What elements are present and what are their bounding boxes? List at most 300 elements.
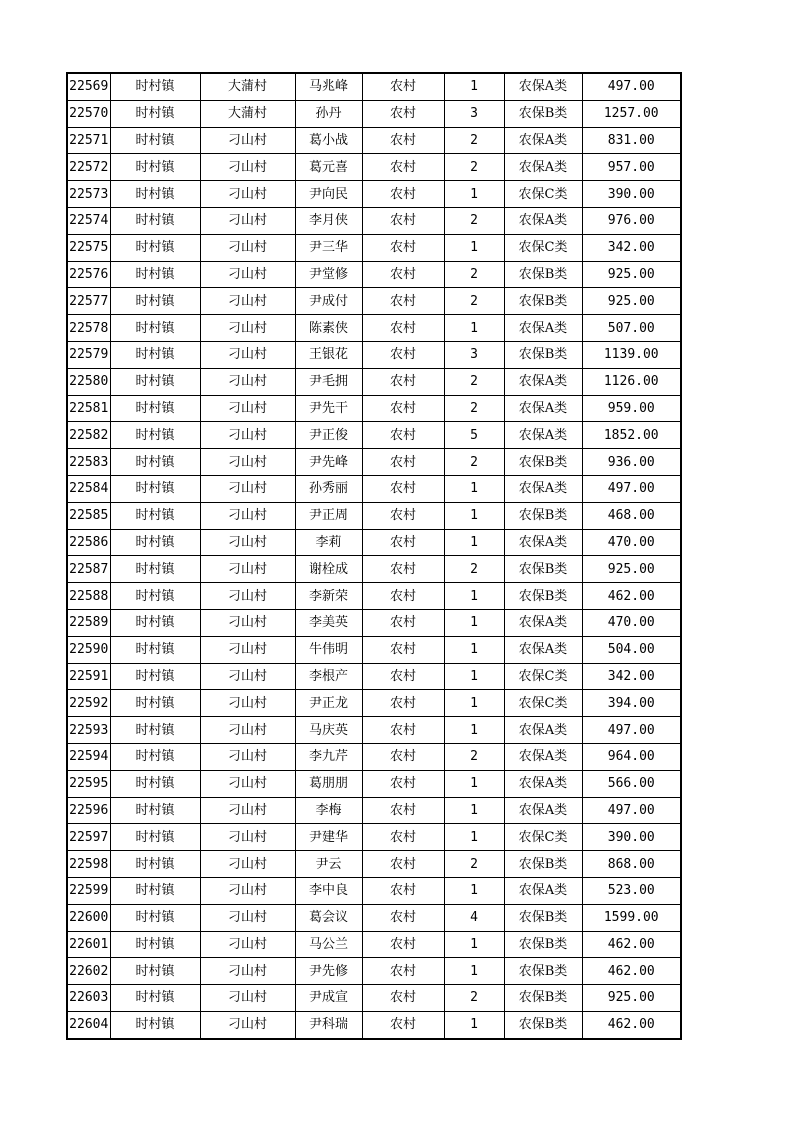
area-type-cell: 农村 xyxy=(362,743,444,770)
village-cell: 刁山村 xyxy=(200,315,295,342)
category-cell: 农保A类 xyxy=(504,368,582,395)
table-row xyxy=(67,609,681,636)
town-cell: 时村镇 xyxy=(110,717,200,744)
village-cell: 刁山村 xyxy=(200,797,295,824)
record-id-cell: 22576 xyxy=(67,261,110,288)
village-cell: 刁山村 xyxy=(200,583,295,610)
category-cell: 农保C类 xyxy=(504,690,582,717)
name-cell: 尹正周 xyxy=(295,502,362,529)
village-cell: 刁山村 xyxy=(200,368,295,395)
amount-cell: 470.00 xyxy=(582,529,681,556)
category-cell: 农保A类 xyxy=(504,315,582,342)
area-type-cell: 农村 xyxy=(362,931,444,958)
table-row xyxy=(67,690,681,717)
area-type-cell: 农村 xyxy=(362,127,444,154)
name-cell: 王银花 xyxy=(295,341,362,368)
table-row xyxy=(67,315,681,342)
amount-cell: 925.00 xyxy=(582,261,681,288)
amount-cell: 390.00 xyxy=(582,824,681,851)
area-type-cell: 农村 xyxy=(362,181,444,208)
area-type-cell: 农村 xyxy=(362,234,444,261)
household-count-cell: 1 xyxy=(444,931,504,958)
town-cell: 时村镇 xyxy=(110,636,200,663)
record-id-cell: 22583 xyxy=(67,449,110,476)
name-cell: 李月侠 xyxy=(295,207,362,234)
category-cell: 农保A类 xyxy=(504,73,582,100)
category-cell: 农保A类 xyxy=(504,127,582,154)
household-count-cell: 2 xyxy=(444,985,504,1012)
table-row xyxy=(67,824,681,851)
household-count-cell: 1 xyxy=(444,315,504,342)
record-id-cell: 22594 xyxy=(67,743,110,770)
record-id-cell: 22599 xyxy=(67,877,110,904)
category-cell: 农保C类 xyxy=(504,824,582,851)
town-cell: 时村镇 xyxy=(110,1011,200,1038)
record-id-cell: 22589 xyxy=(67,609,110,636)
town-cell: 时村镇 xyxy=(110,100,200,127)
area-type-cell: 农村 xyxy=(362,315,444,342)
table-row xyxy=(67,207,681,234)
name-cell: 李新荣 xyxy=(295,583,362,610)
household-count-cell: 1 xyxy=(444,583,504,610)
amount-cell: 868.00 xyxy=(582,851,681,878)
area-type-cell: 农村 xyxy=(362,797,444,824)
category-cell: 农保B类 xyxy=(504,556,582,583)
amount-cell: 504.00 xyxy=(582,636,681,663)
category-cell: 农保B类 xyxy=(504,261,582,288)
area-type-cell: 农村 xyxy=(362,690,444,717)
category-cell: 农保A类 xyxy=(504,636,582,663)
town-cell: 时村镇 xyxy=(110,904,200,931)
amount-cell: 342.00 xyxy=(582,234,681,261)
area-type-cell: 农村 xyxy=(362,609,444,636)
village-cell: 刁山村 xyxy=(200,663,295,690)
area-type-cell: 农村 xyxy=(362,985,444,1012)
village-cell: 刁山村 xyxy=(200,690,295,717)
household-count-cell: 1 xyxy=(444,690,504,717)
town-cell: 时村镇 xyxy=(110,73,200,100)
area-type-cell: 农村 xyxy=(362,556,444,583)
area-type-cell: 农村 xyxy=(362,958,444,985)
table-row xyxy=(67,851,681,878)
amount-cell: 468.00 xyxy=(582,502,681,529)
village-cell: 刁山村 xyxy=(200,261,295,288)
household-count-cell: 3 xyxy=(444,100,504,127)
record-id-cell: 22570 xyxy=(67,100,110,127)
record-id-cell: 22591 xyxy=(67,663,110,690)
table-row xyxy=(67,931,681,958)
category-cell: 农保C类 xyxy=(504,181,582,208)
amount-cell: 959.00 xyxy=(582,395,681,422)
town-cell: 时村镇 xyxy=(110,341,200,368)
amount-cell: 497.00 xyxy=(582,73,681,100)
town-cell: 时村镇 xyxy=(110,234,200,261)
table-row xyxy=(67,422,681,449)
village-cell: 刁山村 xyxy=(200,449,295,476)
household-count-cell: 2 xyxy=(444,154,504,181)
category-cell: 农保B类 xyxy=(504,958,582,985)
name-cell: 葛会议 xyxy=(295,904,362,931)
town-cell: 时村镇 xyxy=(110,288,200,315)
record-id-cell: 22579 xyxy=(67,341,110,368)
town-cell: 时村镇 xyxy=(110,368,200,395)
name-cell: 马兆峰 xyxy=(295,73,362,100)
table-row xyxy=(67,985,681,1012)
amount-cell: 1126.00 xyxy=(582,368,681,395)
area-type-cell: 农村 xyxy=(362,449,444,476)
town-cell: 时村镇 xyxy=(110,529,200,556)
area-type-cell: 农村 xyxy=(362,877,444,904)
amount-cell: 390.00 xyxy=(582,181,681,208)
category-cell: 农保C类 xyxy=(504,663,582,690)
category-cell: 农保A类 xyxy=(504,609,582,636)
record-id-cell: 22572 xyxy=(67,154,110,181)
category-cell: 农保B类 xyxy=(504,583,582,610)
household-count-cell: 3 xyxy=(444,341,504,368)
category-cell: 农保A类 xyxy=(504,422,582,449)
amount-cell: 497.00 xyxy=(582,717,681,744)
village-cell: 刁山村 xyxy=(200,877,295,904)
amount-cell: 523.00 xyxy=(582,877,681,904)
village-cell: 刁山村 xyxy=(200,851,295,878)
table-row xyxy=(67,877,681,904)
table-row xyxy=(67,717,681,744)
record-id-cell: 22573 xyxy=(67,181,110,208)
village-cell: 大蒲村 xyxy=(200,73,295,100)
town-cell: 时村镇 xyxy=(110,583,200,610)
record-id-cell: 22597 xyxy=(67,824,110,851)
household-count-cell: 2 xyxy=(444,743,504,770)
household-count-cell: 1 xyxy=(444,529,504,556)
amount-cell: 470.00 xyxy=(582,609,681,636)
household-count-cell: 5 xyxy=(444,422,504,449)
table-row xyxy=(67,529,681,556)
table-row xyxy=(67,100,681,127)
name-cell: 李美英 xyxy=(295,609,362,636)
village-cell: 刁山村 xyxy=(200,931,295,958)
area-type-cell: 农村 xyxy=(362,73,444,100)
area-type-cell: 农村 xyxy=(362,261,444,288)
name-cell: 尹堂修 xyxy=(295,261,362,288)
area-type-cell: 农村 xyxy=(362,288,444,315)
name-cell: 尹先干 xyxy=(295,395,362,422)
village-cell: 刁山村 xyxy=(200,717,295,744)
village-cell: 刁山村 xyxy=(200,636,295,663)
household-count-cell: 2 xyxy=(444,851,504,878)
table-row xyxy=(67,449,681,476)
table-row xyxy=(67,73,681,100)
area-type-cell: 农村 xyxy=(362,851,444,878)
name-cell: 马公兰 xyxy=(295,931,362,958)
table-row xyxy=(67,234,681,261)
household-count-cell: 2 xyxy=(444,449,504,476)
table-row xyxy=(67,556,681,583)
table-row xyxy=(67,770,681,797)
category-cell: 农保A类 xyxy=(504,395,582,422)
village-cell: 刁山村 xyxy=(200,475,295,502)
amount-cell: 1852.00 xyxy=(582,422,681,449)
name-cell: 陈素侠 xyxy=(295,315,362,342)
town-cell: 时村镇 xyxy=(110,609,200,636)
village-cell: 刁山村 xyxy=(200,181,295,208)
area-type-cell: 农村 xyxy=(362,395,444,422)
category-cell: 农保A类 xyxy=(504,770,582,797)
town-cell: 时村镇 xyxy=(110,127,200,154)
table-row xyxy=(67,636,681,663)
household-count-cell: 2 xyxy=(444,127,504,154)
record-id-cell: 22585 xyxy=(67,502,110,529)
records-table xyxy=(66,72,682,1040)
area-type-cell: 农村 xyxy=(362,904,444,931)
amount-cell: 507.00 xyxy=(582,315,681,342)
town-cell: 时村镇 xyxy=(110,877,200,904)
town-cell: 时村镇 xyxy=(110,422,200,449)
name-cell: 尹建华 xyxy=(295,824,362,851)
category-cell: 农保A类 xyxy=(504,207,582,234)
record-id-cell: 22588 xyxy=(67,583,110,610)
household-count-cell: 1 xyxy=(444,502,504,529)
record-id-cell: 22598 xyxy=(67,851,110,878)
record-id-cell: 22569 xyxy=(67,73,110,100)
household-count-cell: 2 xyxy=(444,261,504,288)
area-type-cell: 农村 xyxy=(362,422,444,449)
name-cell: 尹成付 xyxy=(295,288,362,315)
area-type-cell: 农村 xyxy=(362,368,444,395)
household-count-cell: 1 xyxy=(444,663,504,690)
category-cell: 农保B类 xyxy=(504,100,582,127)
village-cell: 刁山村 xyxy=(200,958,295,985)
amount-cell: 566.00 xyxy=(582,770,681,797)
category-cell: 农保A类 xyxy=(504,797,582,824)
town-cell: 时村镇 xyxy=(110,663,200,690)
table-row xyxy=(67,475,681,502)
table-row xyxy=(67,261,681,288)
category-cell: 农保A类 xyxy=(504,877,582,904)
town-cell: 时村镇 xyxy=(110,985,200,1012)
amount-cell: 497.00 xyxy=(582,797,681,824)
name-cell: 葛朋朋 xyxy=(295,770,362,797)
town-cell: 时村镇 xyxy=(110,958,200,985)
record-id-cell: 22571 xyxy=(67,127,110,154)
town-cell: 时村镇 xyxy=(110,743,200,770)
record-id-cell: 22595 xyxy=(67,770,110,797)
village-cell: 刁山村 xyxy=(200,234,295,261)
name-cell: 牛伟明 xyxy=(295,636,362,663)
record-id-cell: 22596 xyxy=(67,797,110,824)
village-cell: 刁山村 xyxy=(200,288,295,315)
area-type-cell: 农村 xyxy=(362,636,444,663)
amount-cell: 957.00 xyxy=(582,154,681,181)
town-cell: 时村镇 xyxy=(110,261,200,288)
category-cell: 农保A类 xyxy=(504,743,582,770)
name-cell: 谢栓成 xyxy=(295,556,362,583)
category-cell: 农保A类 xyxy=(504,529,582,556)
household-count-cell: 4 xyxy=(444,904,504,931)
table-row xyxy=(67,127,681,154)
area-type-cell: 农村 xyxy=(362,1011,444,1038)
area-type-cell: 农村 xyxy=(362,529,444,556)
table-row xyxy=(67,341,681,368)
town-cell: 时村镇 xyxy=(110,181,200,208)
amount-cell: 1139.00 xyxy=(582,341,681,368)
name-cell: 李中良 xyxy=(295,877,362,904)
village-cell: 刁山村 xyxy=(200,127,295,154)
record-id-cell: 22603 xyxy=(67,985,110,1012)
table-row xyxy=(67,502,681,529)
amount-cell: 462.00 xyxy=(582,1011,681,1038)
name-cell: 葛元喜 xyxy=(295,154,362,181)
table-row xyxy=(67,797,681,824)
town-cell: 时村镇 xyxy=(110,475,200,502)
area-type-cell: 农村 xyxy=(362,824,444,851)
household-count-cell: 1 xyxy=(444,1011,504,1038)
town-cell: 时村镇 xyxy=(110,770,200,797)
amount-cell: 462.00 xyxy=(582,958,681,985)
category-cell: 农保B类 xyxy=(504,1011,582,1038)
area-type-cell: 农村 xyxy=(362,717,444,744)
town-cell: 时村镇 xyxy=(110,449,200,476)
town-cell: 时村镇 xyxy=(110,502,200,529)
village-cell: 刁山村 xyxy=(200,154,295,181)
table-row xyxy=(67,181,681,208)
category-cell: 农保B类 xyxy=(504,502,582,529)
area-type-cell: 农村 xyxy=(362,154,444,181)
town-cell: 时村镇 xyxy=(110,315,200,342)
record-id-cell: 22593 xyxy=(67,717,110,744)
table-row xyxy=(67,583,681,610)
amount-cell: 497.00 xyxy=(582,475,681,502)
village-cell: 刁山村 xyxy=(200,609,295,636)
name-cell: 尹毛拥 xyxy=(295,368,362,395)
name-cell: 尹向民 xyxy=(295,181,362,208)
area-type-cell: 农村 xyxy=(362,341,444,368)
record-id-cell: 22580 xyxy=(67,368,110,395)
name-cell: 李莉 xyxy=(295,529,362,556)
household-count-cell: 1 xyxy=(444,475,504,502)
name-cell: 马庆英 xyxy=(295,717,362,744)
amount-cell: 1599.00 xyxy=(582,904,681,931)
table-row xyxy=(67,743,681,770)
town-cell: 时村镇 xyxy=(110,931,200,958)
category-cell: 农保B类 xyxy=(504,931,582,958)
name-cell: 李九芹 xyxy=(295,743,362,770)
category-cell: 农保C类 xyxy=(504,234,582,261)
town-cell: 时村镇 xyxy=(110,395,200,422)
category-cell: 农保B类 xyxy=(504,288,582,315)
amount-cell: 976.00 xyxy=(582,207,681,234)
table-row xyxy=(67,288,681,315)
name-cell: 尹三华 xyxy=(295,234,362,261)
village-cell: 刁山村 xyxy=(200,1011,295,1038)
record-id-cell: 22587 xyxy=(67,556,110,583)
household-count-cell: 1 xyxy=(444,797,504,824)
amount-cell: 462.00 xyxy=(582,583,681,610)
household-count-cell: 1 xyxy=(444,181,504,208)
name-cell: 尹先峰 xyxy=(295,449,362,476)
area-type-cell: 农村 xyxy=(362,100,444,127)
amount-cell: 925.00 xyxy=(582,985,681,1012)
table-row xyxy=(67,958,681,985)
household-count-cell: 2 xyxy=(444,368,504,395)
record-id-cell: 22575 xyxy=(67,234,110,261)
village-cell: 刁山村 xyxy=(200,422,295,449)
category-cell: 农保B类 xyxy=(504,449,582,476)
household-count-cell: 1 xyxy=(444,636,504,663)
name-cell: 尹科瑞 xyxy=(295,1011,362,1038)
amount-cell: 925.00 xyxy=(582,288,681,315)
household-count-cell: 1 xyxy=(444,717,504,744)
area-type-cell: 农村 xyxy=(362,583,444,610)
table-body xyxy=(67,73,681,1039)
village-cell: 刁山村 xyxy=(200,904,295,931)
name-cell: 尹云 xyxy=(295,851,362,878)
record-id-cell: 22586 xyxy=(67,529,110,556)
household-count-cell: 2 xyxy=(444,395,504,422)
record-id-cell: 22602 xyxy=(67,958,110,985)
name-cell: 尹正俊 xyxy=(295,422,362,449)
household-count-cell: 1 xyxy=(444,73,504,100)
village-cell: 刁山村 xyxy=(200,556,295,583)
town-cell: 时村镇 xyxy=(110,797,200,824)
amount-cell: 342.00 xyxy=(582,663,681,690)
village-cell: 刁山村 xyxy=(200,985,295,1012)
category-cell: 农保B类 xyxy=(504,904,582,931)
table-row xyxy=(67,395,681,422)
record-id-cell: 22600 xyxy=(67,904,110,931)
village-cell: 刁山村 xyxy=(200,207,295,234)
village-cell: 刁山村 xyxy=(200,743,295,770)
village-cell: 刁山村 xyxy=(200,502,295,529)
town-cell: 时村镇 xyxy=(110,690,200,717)
household-count-cell: 1 xyxy=(444,770,504,797)
amount-cell: 925.00 xyxy=(582,556,681,583)
record-id-cell: 22582 xyxy=(67,422,110,449)
amount-cell: 936.00 xyxy=(582,449,681,476)
town-cell: 时村镇 xyxy=(110,824,200,851)
area-type-cell: 农村 xyxy=(362,207,444,234)
record-id-cell: 22604 xyxy=(67,1011,110,1038)
household-count-cell: 2 xyxy=(444,556,504,583)
table-row xyxy=(67,904,681,931)
name-cell: 尹先修 xyxy=(295,958,362,985)
name-cell: 孙秀丽 xyxy=(295,475,362,502)
household-count-cell: 1 xyxy=(444,609,504,636)
category-cell: 农保A类 xyxy=(504,475,582,502)
table-row xyxy=(67,1011,681,1038)
record-id-cell: 22578 xyxy=(67,315,110,342)
household-count-cell: 1 xyxy=(444,958,504,985)
household-count-cell: 1 xyxy=(444,877,504,904)
category-cell: 农保A类 xyxy=(504,154,582,181)
town-cell: 时村镇 xyxy=(110,556,200,583)
area-type-cell: 农村 xyxy=(362,770,444,797)
village-cell: 刁山村 xyxy=(200,341,295,368)
village-cell: 刁山村 xyxy=(200,770,295,797)
category-cell: 农保B类 xyxy=(504,341,582,368)
table-row xyxy=(67,663,681,690)
table-row xyxy=(67,154,681,181)
household-count-cell: 1 xyxy=(444,824,504,851)
table-row xyxy=(67,368,681,395)
amount-cell: 1257.00 xyxy=(582,100,681,127)
record-id-cell: 22577 xyxy=(67,288,110,315)
record-id-cell: 22590 xyxy=(67,636,110,663)
household-count-cell: 1 xyxy=(444,234,504,261)
name-cell: 李根产 xyxy=(295,663,362,690)
amount-cell: 462.00 xyxy=(582,931,681,958)
town-cell: 时村镇 xyxy=(110,207,200,234)
town-cell: 时村镇 xyxy=(110,851,200,878)
